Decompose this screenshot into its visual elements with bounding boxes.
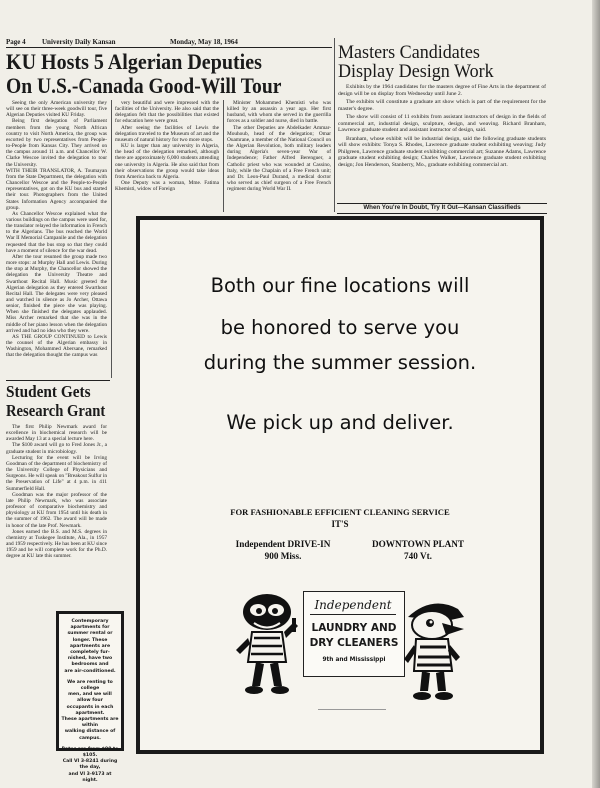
- grant-headline-line-2: Research Grant: [6, 401, 106, 420]
- logo-script: Independent: [310, 598, 396, 615]
- independent-logo: [303, 591, 405, 677]
- grant-story-column: [6, 424, 107, 606]
- ad-headline-line-1: Both our fine locations will: [210, 274, 470, 297]
- mascot-right-icon: [402, 595, 468, 707]
- paragraph: KU is larger than any university in Algeria, the head of the delegation remarked, although there are approximately 6,000 students attending one university in Algeria. He also said that from their observations the group would take ideas from America back to Algeria.: [115, 143, 219, 180]
- ad-line: occupants in each apartment.: [66, 704, 114, 716]
- grant-headline-line-1: Student Gets: [6, 382, 91, 401]
- ad-line: and VI 3-9173 at night.: [68, 771, 112, 783]
- column-rule: [111, 100, 112, 378]
- issue-date: Monday, May 18, 1964: [170, 38, 238, 46]
- paragraph: Lecturing for the event will be Irving Goodman of the department of biochemistry of the University College of Physicians and Surgeons. He will speak on "Breakout Sulfur in the Preservation of Life" at 4 p.m. in 411 Summerfield Hall.: [6, 454, 107, 492]
- ad-line: summer rental or longer. These: [67, 631, 113, 643]
- header-rule: [6, 47, 332, 48]
- classifieds-banner: When You're In Doubt, Try It Out—Kansan Classifieds: [363, 204, 521, 211]
- logo-line-1: LAUNDRY AND: [311, 622, 397, 634]
- main-story-column-3: [227, 100, 331, 212]
- apartments-ad: [56, 611, 124, 783]
- ad-line: are air-conditioned.: [64, 668, 116, 674]
- logo-line-2: DRY CLEANERS: [309, 637, 399, 649]
- mascot-left-icon: [232, 590, 302, 700]
- paragraph: The other Deputies are Abdelkader Ammar-Mouhoub, head of the delegation; Omar Ouamrane, a member of the National Council on the Algerian Revolution, both military leaders during Algeria's seven-year War of Independence; Father Alfred Berenguer, a Catholic priest who was wounded at Cassino, Italy, while the Chaplain of a Free French unit; and Dr. Leon-Paul Durand, a medical doctor who served as chief surgeon of a Free French regiment during World War II.: [227, 124, 331, 193]
- column-rule: [223, 100, 224, 212]
- ad-line: Call VI 3-8241 during the day,: [62, 759, 118, 771]
- masters-story-body: [338, 84, 546, 202]
- service-tagline: FOR FASHIONABLE EFFICIENT CLEANING SERVICE: [230, 507, 450, 517]
- laundry-ad: [136, 216, 544, 754]
- main-story-column-2: [115, 100, 219, 212]
- ad-line: men, and we will allow four: [68, 692, 112, 704]
- ad-rule: [318, 709, 386, 710]
- paragraph: Exhibits by the 1964 candidates for the masters degree of Fine Arts in the department of design will be on display from Wednesday until June 2.: [338, 84, 546, 97]
- masters-headline-line-2: Display Design Work: [338, 61, 494, 82]
- paragraph: very beautiful and were impressed with the facilities of the University. He also said that the delegation felt that the possibilities that existed for education here were great.: [115, 100, 219, 125]
- paragraph: Seeing the only American university they will see on their three-week goodwill tour, five Algerian Deputies visited KU Friday.: [6, 100, 107, 119]
- ad-headline-line-3: during the summer session.: [203, 351, 477, 374]
- ad-line: nished, have two bedrooms and: [67, 656, 113, 668]
- paragraph: Jones earned the B.S. and M.S. degrees in chemistry at Tuskegee Institute, Ala., in 1957 and 1959 respectively. He has been at KU since 1959 and he will complete work for the Ph.D. degree at KU late this summer.: [6, 528, 107, 560]
- ad-headline-line-2: be honored to serve you: [220, 316, 460, 339]
- paragraph: The first Philip Newmark award for excellence in biochemical research will be awarded May 13 at a special lecture here.: [6, 424, 107, 443]
- main-story-column-1: [6, 100, 107, 378]
- service-its: IT'S: [331, 519, 349, 529]
- downtown-plant-name: DOWNTOWN PLANT: [372, 539, 464, 549]
- paragraph: The show will consist of 11 exhibits from assistant instructors of design in the fields of commercial art, industrial design, sculpture, design, and weaving. Richard Branham, Lawrence graduate student and assistant instructor of design, said.: [338, 114, 546, 133]
- drive-in-name: Independent DRIVE-IN: [235, 539, 331, 549]
- ad-line: apartments are completely fur-: [69, 643, 111, 656]
- main-headline-line-2: On U.S.-Canada Good-Will Tour: [6, 73, 282, 98]
- ad-line: walking distance of campus.: [64, 729, 116, 741]
- paragraph: Goodman was the major professor of the late Philip Newmark, who was associate professor of comparative biochemistry and physiology at KU from 1954 until his death in the summer of 1962. The award will be made in honor of the late Prof. Newmark.: [6, 491, 107, 529]
- ad-line: Contemporary apartments for: [70, 619, 110, 631]
- drive-in-address: 900 Miss.: [264, 551, 302, 561]
- paragraph: The exhibits will constitute a graduate art show which is part of the requirement for the master's degree.: [338, 99, 546, 112]
- paragraph: WITH THEIR TRANSLATOR, A. Toumayan from the State Department, the delegation with Chancellor Wescoe and the People-to-People representatives, got on the KU bus and started their tour. Photographers from the United States Information Agency accompanied the group.: [6, 167, 107, 211]
- newspaper-name: University Daily Kansan: [42, 38, 116, 46]
- section-rule: [6, 380, 110, 381]
- downtown-plant-address: 740 Vt.: [404, 551, 432, 561]
- paragraph: After the tour resumed the group made two more stops: at Murphy Hall and Lewis. During the stop at Murphy, the Chancellor showed the delegation the University Theatre and Swarthout Recital Hall. Music greeted the Algerian delegation as they entered Swarthout Recital Hall. The delegates were very pleased and watched in silence as Jo Archer, Ottawa senior, finished the piece she was playing. When she finished the delegates applauded. Miss Archer remarked that she was in the middle of her piano lesson when the delegation arrived and had no idea who they were.: [6, 253, 107, 334]
- banner-rule-bottom: [337, 213, 547, 214]
- column-rule: [334, 38, 335, 212]
- apartments-ad-text: [59, 614, 121, 784]
- ad-line: These apartments are within: [61, 717, 119, 729]
- ad-line: We are renting to college: [67, 679, 113, 692]
- paragraph: The $100 award will go to Fred Jones Jr., a graduate student in microbiology.: [6, 442, 107, 455]
- page-number: Page 4: [6, 38, 26, 46]
- paragraph: As Chancellor Wescoe explained what the various buildings on the campus were used for, the translator relayed the information in French to the Algerians. The bus reached the World War II Memorial Campanile and the delegation requested that the bus stop so that they could have a moment of silence for the war dead.: [6, 210, 107, 254]
- paragraph: After seeing the facilities of Lewis the delegation traveled to the Museum of art and the museum of natural history for two more stops.: [115, 124, 219, 143]
- page-edge: [592, 0, 600, 788]
- ad-headline-line-4: We pick up and deliver.: [226, 411, 454, 434]
- logo-address: 9th and Mississippi: [322, 657, 386, 663]
- paragraph: Branham, whose exhibit will be industrial design, said the following graduate students will show exhibits: Tonya S. Rhodes, Lawrence graduate student exhibiting weaving; Judy Philgreen, Lawrence graduate student exhibiting commercial art; Suzanne Adams, Lawrence graduate student exhibiting design; Charles Walker, Lawrence graduate student exhibiting design; Jon Henderson, Stanberry, Mo., graduate exhibiting commercial art.: [338, 135, 546, 168]
- masters-headline-line-1: Masters Candidates: [338, 42, 480, 63]
- main-headline-line-1: KU Hosts 5 Algerian Deputies: [6, 49, 262, 74]
- paragraph: Minister Mohammed Khemisti who was killed by an assassin a year ago. Her first husband, with whom she served in the guerrilla forces as a soldier and nurse, died in battle.: [227, 100, 331, 125]
- ad-line: Rates are from $90 to $105.: [61, 746, 119, 759]
- paragraph: One Deputy was a woman, Mme. Fatima Khemisti, widow of Foreign: [115, 180, 219, 193]
- paragraph: AS THE GROUP CONTINUED to Lewis the counsel of the Algerian embassy in Washington, Mohammed Abersane, remarked that the delegation thought the campus was: [6, 333, 107, 359]
- paragraph: Being first delegation of Parliament members from the young North African country to visit North America, the group was escorted by two representatives from People-to-People from Kansas City. They arrived on the campus around 11 a.m. and Chancellor W. Clarke Wescoe invited the delegation to tour the University.: [6, 118, 107, 168]
